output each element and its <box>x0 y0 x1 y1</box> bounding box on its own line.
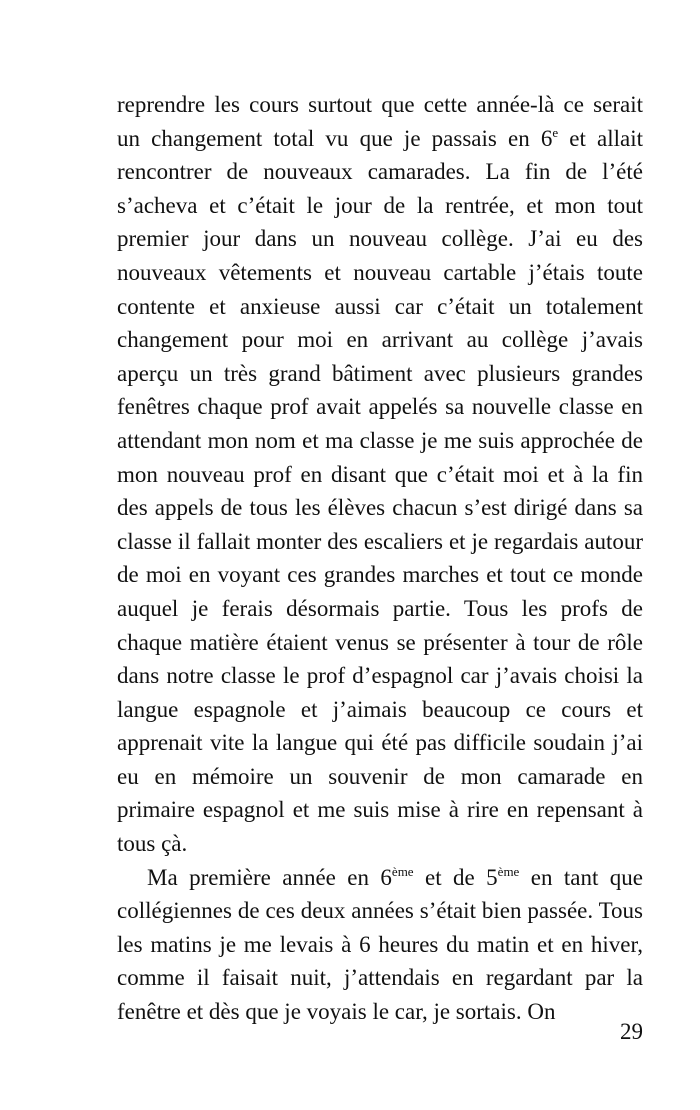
ordinal-superscript: ème <box>391 863 414 879</box>
body-text <box>117 88 643 1029</box>
ordinal-superscript: e <box>552 124 559 140</box>
paragraph-1-text-b: et allait rencontrer de nouveaux camarades. La fin de l’été s’acheva et c’était le jour de la rentrée, et mon tout premier jour dans un nouveau collège. J’ai eu des nouveaux vêtements et nouveau cartable j’étais toute contente et anxieuse aussi car c’était un totalement changement pour moi en arrivant au collège j’avais aperçu un très grand bâtiment avec plusieurs grandes fenêtres chaque prof avait appelés sa nouvelle classe en attendant mon nom et ma classe je me suis approchée de mon nouveau prof en disant que c’était moi et à la fin des appels de tous les élèves chacun s’est dirigé dans sa classe il fallait monter des escaliers et je regardais autour de moi en voyant ces grandes marches et tout ce monde auquel je ferais désormais partie. Tous les profs de chaque matière étaient venus se présenter à tour de rôle dans notre classe le prof d’espagnol car j’avais choisi la langue espagnole et j’aimais beaucoup ce cours et apprenait vite la langue qui été pas difficile soudain j’ai eu en mémoire un souvenir de mon camarade en primaire espagnol et me suis mise à rire en repensant à tous çà. <box>117 125 643 857</box>
page-number: 29 <box>620 1019 643 1044</box>
paragraph-2-text-c: en tant que collégiennes de ces deux années s’était bien passée. Tous les matins je me levais à 6 heures du matin et en hiver, comme il faisait nuit, j’attendais en regardant par la fenêtre et dès que je voyais le car, je sortais. On <box>117 864 644 1025</box>
ordinal-superscript: ème <box>497 863 520 879</box>
paragraph-1-text-a: reprendre les cours surtout que cette année-là ce serait un changement total vu que je passais en 6 <box>117 92 643 151</box>
paragraph-2-text-b: et de 5 <box>413 864 498 890</box>
paragraph-1 <box>117 88 643 861</box>
paragraph-2-text-a: Ma première année en 6 <box>147 864 392 890</box>
paragraph-2 <box>117 861 643 1029</box>
